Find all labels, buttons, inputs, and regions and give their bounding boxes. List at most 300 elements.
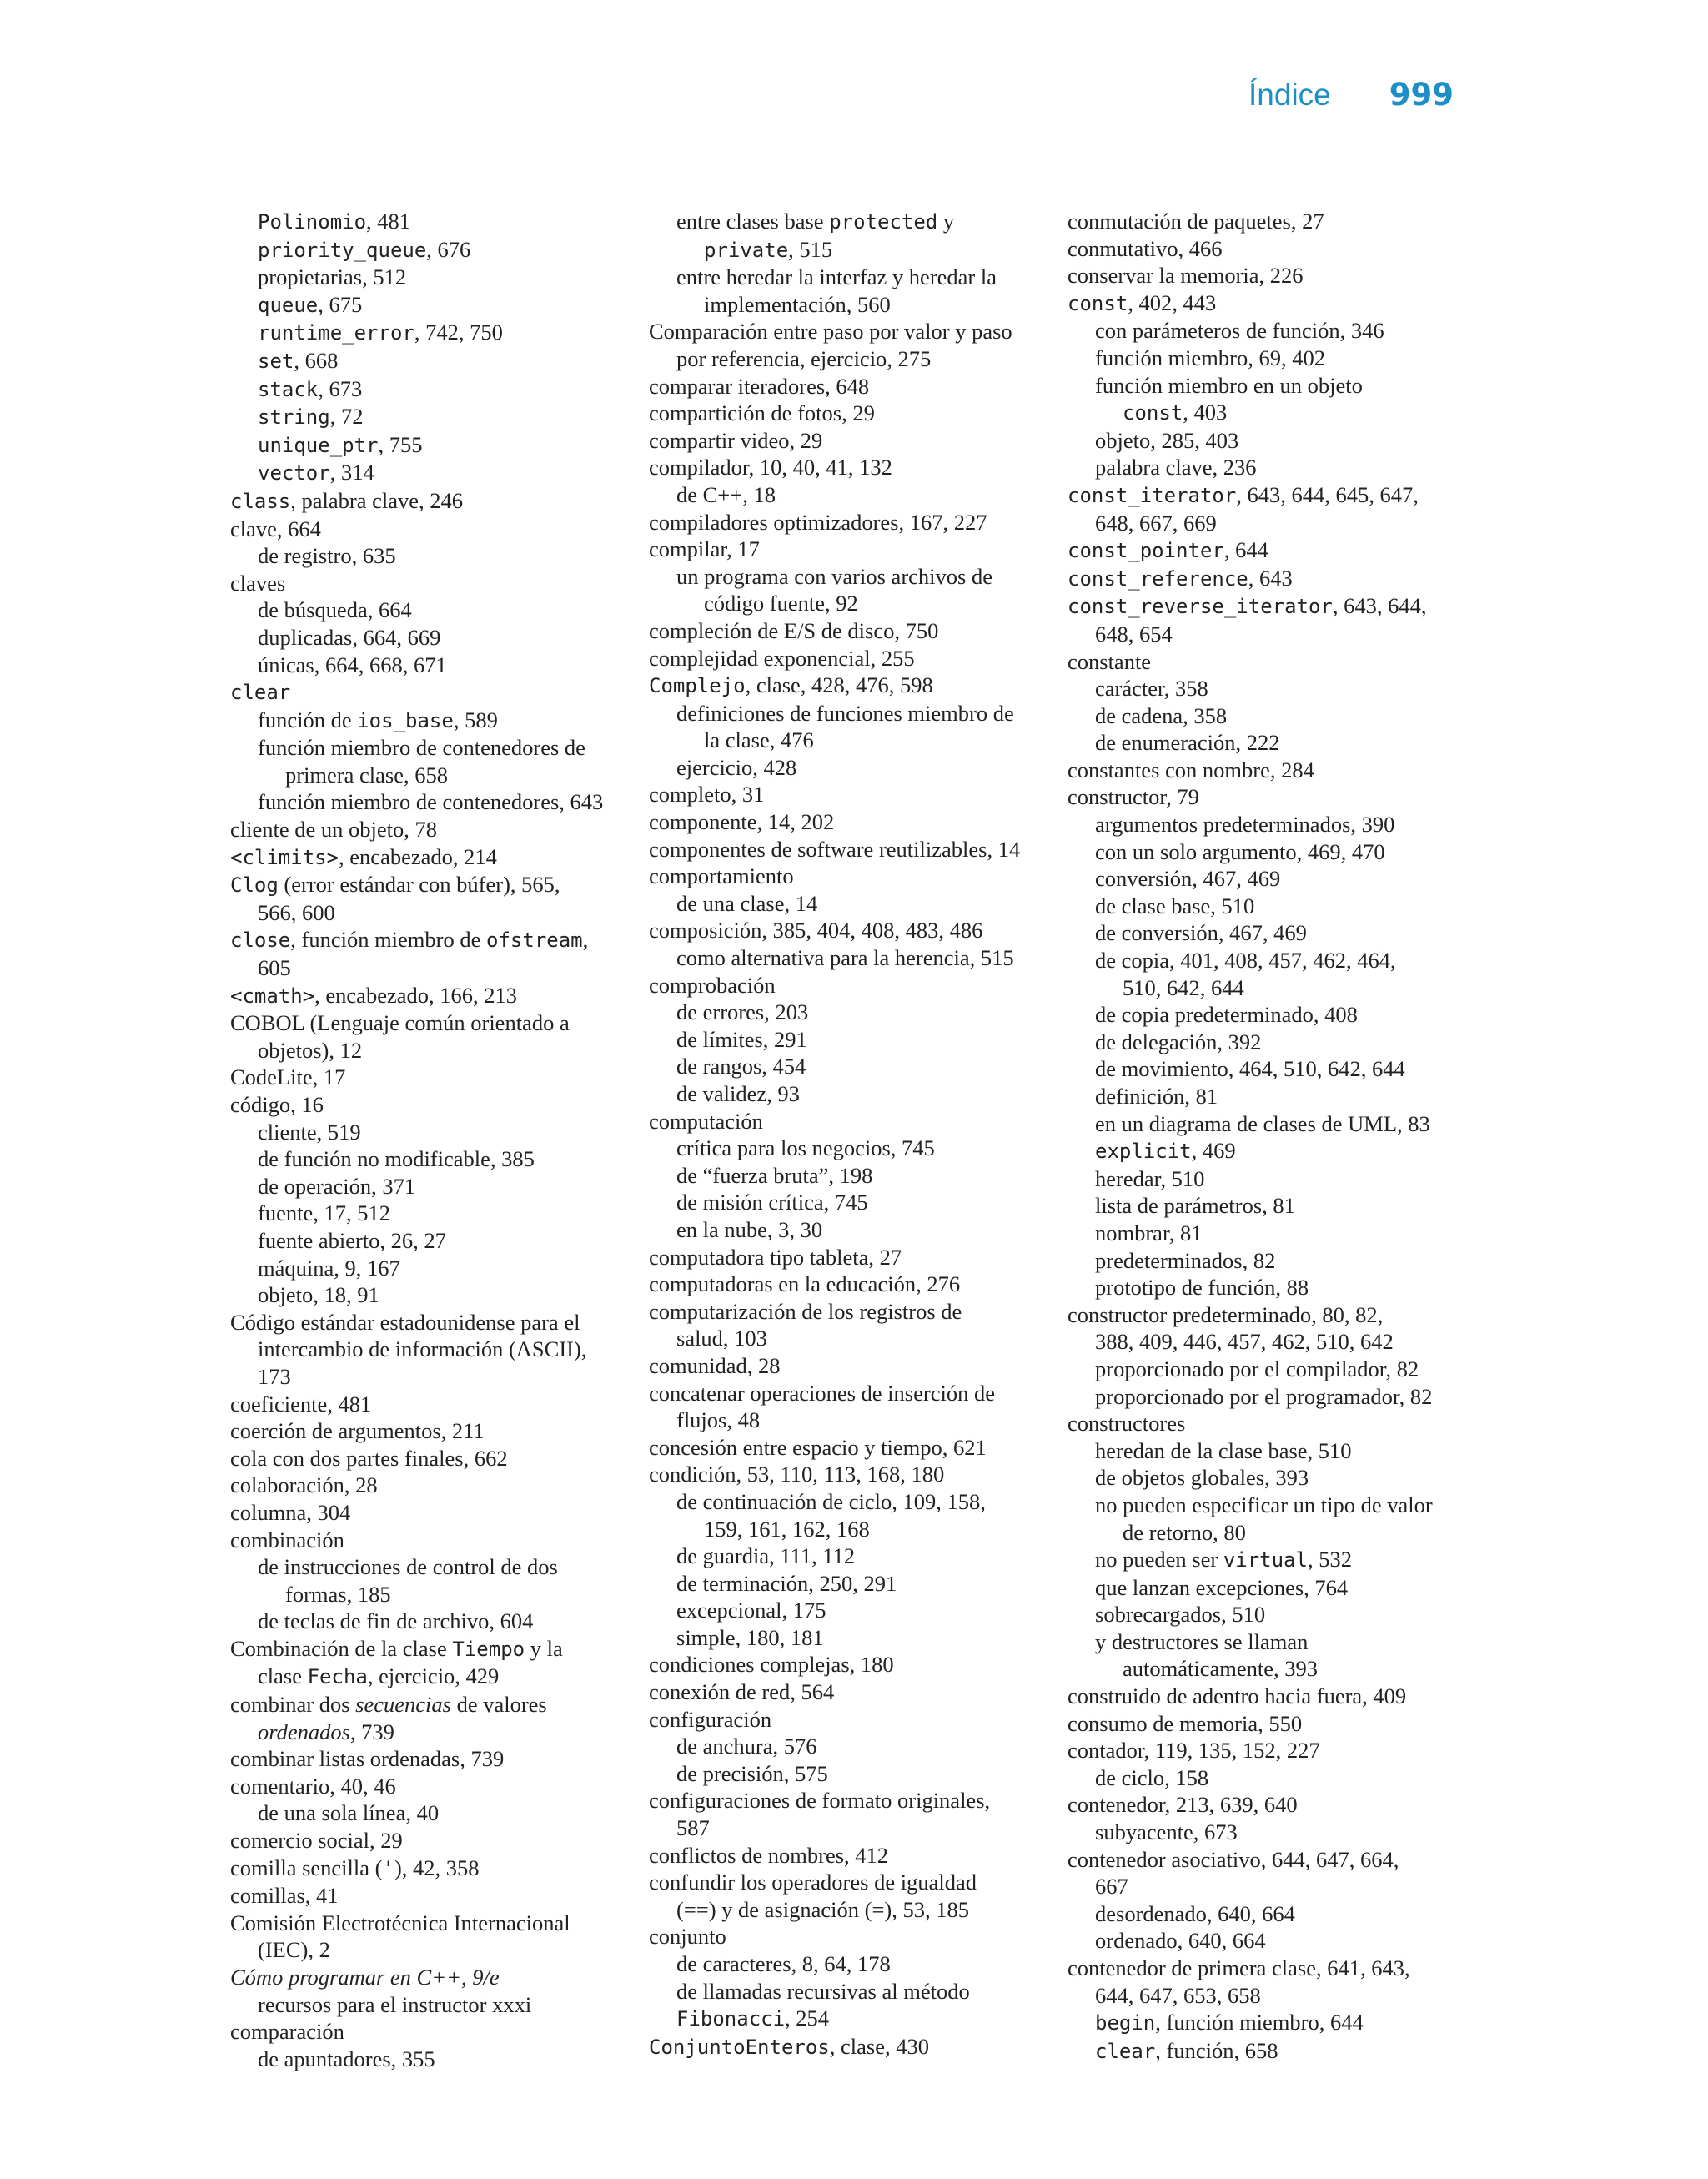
index-entry xyxy=(1068,1410,1480,1437)
entry-text: conexión de red, 564 xyxy=(649,1679,835,1705)
index-entry xyxy=(230,2018,643,2046)
entry-text: un programa con varios archivos de xyxy=(676,563,992,589)
entry-text: conversión, 467, 469 xyxy=(1095,866,1281,892)
index-entry xyxy=(230,1827,643,1854)
index-entry xyxy=(649,2005,1062,2033)
entry-code: ios_base xyxy=(357,708,454,732)
entry-text: proporcionado por el programador, 82 xyxy=(1095,1383,1433,1409)
entry-text: condiciones complejas, 180 xyxy=(649,1652,894,1678)
entry-text: de instrucciones de control de dos xyxy=(258,1554,558,1580)
index-entry xyxy=(230,459,643,487)
index-entry xyxy=(230,788,643,816)
entry-text: función miembro de contenedores, 643 xyxy=(258,789,604,815)
entry-text: de apuntadores, 355 xyxy=(258,2046,435,2071)
index-entry xyxy=(230,596,643,624)
index-entry xyxy=(230,1882,643,1910)
index-entry xyxy=(649,1271,1062,1298)
entry-text: de enumeración, 222 xyxy=(1095,730,1280,756)
entry-text: de ciclo, 158 xyxy=(1095,1764,1209,1790)
entry-text: 510, 642, 644 xyxy=(1123,974,1244,1000)
entry-text: compilar, 17 xyxy=(649,536,760,562)
entry-text: de misión crítica, 745 xyxy=(676,1190,868,1215)
index-entry xyxy=(1068,865,1480,893)
index-entry xyxy=(230,1472,643,1499)
entry-text: 605 xyxy=(258,955,291,981)
index-entry xyxy=(1068,893,1480,920)
entry-italic: Cómo programar en C++, 9/e xyxy=(230,1965,500,1990)
index-entry xyxy=(1068,208,1480,235)
index-entry xyxy=(1068,621,1480,648)
entry-text: por referencia, ejercicio, 275 xyxy=(676,345,932,371)
entry-text: de rangos, 454 xyxy=(676,1054,806,1079)
entry-text: de caracteres, 8, 64, 178 xyxy=(676,1951,891,1976)
entry-text: palabra clave, 236 xyxy=(1095,455,1257,481)
entry-text: cliente, 519 xyxy=(258,1119,361,1145)
index-entry xyxy=(1068,757,1480,784)
index-entry xyxy=(1068,1601,1480,1628)
entry-code: Complejo xyxy=(649,674,746,698)
index-entry xyxy=(649,836,1062,863)
index-entry xyxy=(1068,345,1480,372)
index-entry xyxy=(649,1760,1062,1788)
index-entry xyxy=(230,1854,643,1883)
entry-text: composición, 385, 404, 408, 483, 486 xyxy=(649,918,983,944)
entry-text: , 72 xyxy=(329,404,364,430)
entry-code: private xyxy=(704,238,789,262)
index-entry xyxy=(230,926,643,954)
index-entry xyxy=(1068,783,1480,811)
index-entry xyxy=(1068,1628,1480,1656)
index-entry xyxy=(230,871,643,899)
index-entry xyxy=(649,264,1062,291)
entry-text: , ejercicio, 429 xyxy=(367,1663,500,1689)
entry-code: Fecha xyxy=(307,1665,368,1689)
entry-text: implementación, 560 xyxy=(704,291,891,317)
index-column-1 xyxy=(230,208,643,2072)
entry-text: función de xyxy=(258,707,358,732)
index-entry xyxy=(230,570,643,597)
entry-text: comprobación xyxy=(649,972,776,998)
index-entry xyxy=(649,1706,1062,1734)
entry-text: , 643, 644, 645, 647, xyxy=(1236,481,1419,507)
entry-text: que lanzan excepciones, 764 xyxy=(1095,1574,1349,1600)
entry-code: ofstream xyxy=(486,928,583,953)
entry-text: definiciones de funciones miembro de xyxy=(676,700,1014,726)
index-entry xyxy=(649,2033,1062,2061)
entry-text: excepcional, 175 xyxy=(676,1598,826,1623)
index-entry xyxy=(230,652,643,679)
index-entry xyxy=(1068,1655,1480,1683)
index-entry xyxy=(649,590,1062,617)
index-entry xyxy=(1068,1137,1480,1165)
entry-text: de teclas de fin de archivo, 604 xyxy=(258,1608,534,1634)
entry-text: (IEC), 2 xyxy=(258,1937,330,1963)
entry-text: de copia, 401, 408, 457, 462, 464, xyxy=(1095,948,1396,974)
entry-text: , 254 xyxy=(785,2005,830,2031)
index-entry xyxy=(649,1516,1062,1543)
entry-text: constantes con nombre, 284 xyxy=(1068,757,1314,783)
entry-code: unique_ptr xyxy=(258,433,379,457)
entry-text: argumentos predeterminados, 390 xyxy=(1095,812,1395,838)
entry-text: CodeLite, 17 xyxy=(230,1064,346,1090)
entry-text: de anchura, 576 xyxy=(676,1734,817,1759)
index-entry xyxy=(230,1255,643,1282)
index-entry xyxy=(230,1173,643,1200)
entry-text: 667 xyxy=(1095,1874,1128,1900)
entry-text: fuente, 17, 512 xyxy=(258,1200,390,1226)
index-entry xyxy=(649,944,1062,972)
index-entry xyxy=(649,700,1062,727)
index-entry xyxy=(649,563,1062,591)
entry-text: de validez, 93 xyxy=(676,1081,800,1106)
entry-text: de movimiento, 464, 510, 642, 644 xyxy=(1095,1056,1405,1082)
entry-text: conflictos de nombres, 412 xyxy=(649,1842,889,1868)
index-entry xyxy=(230,1200,643,1227)
index-entry xyxy=(1068,2037,1480,2066)
entry-text: únicas, 664, 668, 671 xyxy=(258,652,447,677)
index-entry xyxy=(1068,1110,1480,1138)
index-entry xyxy=(1068,675,1480,702)
entry-text: , 742, 750 xyxy=(414,320,503,345)
index-entry xyxy=(649,1978,1062,2005)
entry-text: , encabezado, 214 xyxy=(339,843,497,869)
index-entry xyxy=(1068,481,1480,510)
index-entry xyxy=(230,982,643,1010)
entry-text: combinar listas ordenadas, 739 xyxy=(230,1746,505,1772)
entry-text: y la xyxy=(525,1635,563,1661)
index-entry xyxy=(1068,1083,1480,1110)
entry-code: <climits> xyxy=(230,845,339,869)
index-entry xyxy=(1068,1464,1480,1492)
index-entry xyxy=(649,318,1062,345)
index-entry xyxy=(230,264,643,291)
index-entry xyxy=(230,1037,643,1064)
index-entry xyxy=(230,319,643,347)
index-entry xyxy=(1068,838,1480,866)
index-entry xyxy=(1068,235,1480,263)
index-entry xyxy=(649,1542,1062,1570)
index-entry xyxy=(649,972,1062,999)
entry-text: de precisión, 575 xyxy=(676,1760,828,1786)
index-entry xyxy=(230,816,643,843)
entry-text: , 675 xyxy=(318,291,363,317)
entry-text: predeterminados, 82 xyxy=(1095,1247,1276,1273)
index-entry xyxy=(230,1227,643,1255)
index-entry xyxy=(649,208,1062,236)
entry-text: 566, 600 xyxy=(258,899,335,925)
entry-text: , función miembro de xyxy=(290,927,487,953)
index-entry xyxy=(649,754,1062,782)
entry-text: constructor, 79 xyxy=(1068,784,1199,810)
index-entry xyxy=(1068,1764,1480,1792)
index-entry xyxy=(230,1064,643,1091)
index-entry xyxy=(649,917,1062,944)
entry-code: close xyxy=(230,928,291,953)
index-entry xyxy=(230,1417,643,1445)
entry-text: , 755 xyxy=(378,431,423,457)
entry-code: stack xyxy=(258,377,319,401)
index-entry xyxy=(230,899,643,927)
index-entry xyxy=(649,808,1062,836)
running-header xyxy=(1248,77,1454,113)
entry-text: completo, 31 xyxy=(649,782,765,808)
index-entry xyxy=(230,1336,643,1363)
index-entry xyxy=(649,1189,1062,1216)
entry-text: flujos, 48 xyxy=(676,1407,761,1433)
entry-text: objeto, 285, 403 xyxy=(1095,427,1239,453)
entry-text: , xyxy=(582,927,589,953)
entry-text: recursos para el instructor xxxi xyxy=(258,1991,532,2017)
index-entry xyxy=(230,624,643,652)
index-entry xyxy=(1068,1274,1480,1301)
entry-text: conjunto xyxy=(649,1924,726,1950)
index-entry xyxy=(1068,1574,1480,1602)
entry-text: y xyxy=(937,209,955,234)
index-entry xyxy=(1068,1873,1480,1900)
entry-text: máquina, 9, 167 xyxy=(258,1255,400,1281)
index-entry xyxy=(1068,1900,1480,1928)
index-entry xyxy=(230,1773,643,1800)
entry-text: , 676 xyxy=(426,236,471,262)
entry-text: condición, 53, 110, 113, 168, 180 xyxy=(649,1462,945,1487)
index-entry xyxy=(230,1553,643,1581)
index-entry xyxy=(230,678,643,707)
index-entry xyxy=(230,1309,643,1336)
entry-text: , 314 xyxy=(329,460,374,486)
index-entry xyxy=(649,1950,1062,1978)
entry-text: comentario, 40, 46 xyxy=(230,1773,396,1799)
entry-text: 648, 654 xyxy=(1095,621,1173,647)
entry-text: formas, 185 xyxy=(285,1581,391,1607)
entry-text: , función miembro, 644 xyxy=(1155,2010,1364,2036)
entry-text: de conversión, 467, 469 xyxy=(1095,920,1307,946)
entry-text: , 402, 443 xyxy=(1128,289,1217,315)
entry-text: clave, 664 xyxy=(230,516,321,541)
entry-text: definición, 81 xyxy=(1095,1084,1218,1109)
index-entry xyxy=(230,1527,643,1554)
index-entry xyxy=(230,1745,643,1773)
index-entry xyxy=(649,1352,1062,1380)
entry-text: simple, 180, 181 xyxy=(676,1624,824,1650)
index-entry xyxy=(1068,536,1480,565)
entry-code: runtime_error xyxy=(258,321,414,345)
entry-text: (==) y de asignación (=), 53, 185 xyxy=(676,1896,969,1922)
entry-text: de cadena, 358 xyxy=(1095,702,1228,728)
index-entry xyxy=(1068,1982,1480,2010)
entry-text: lista de parámetros, 81 xyxy=(1095,1193,1295,1219)
entry-text: , 643, 644, xyxy=(1332,593,1427,619)
index-entry xyxy=(1068,1220,1480,1247)
entry-text: coeficiente, 481 xyxy=(230,1391,372,1417)
entry-text: de operación, 371 xyxy=(258,1173,416,1199)
index-entry xyxy=(649,645,1062,672)
entry-code: const_reverse_iterator xyxy=(1068,595,1333,619)
index-column-2 xyxy=(649,208,1062,2061)
entry-text: , clase, 430 xyxy=(829,2033,929,2059)
entry-code: const_pointer xyxy=(1068,539,1224,563)
index-entry xyxy=(649,1108,1062,1135)
index-entry xyxy=(1068,1328,1480,1356)
index-entry xyxy=(230,1445,643,1472)
index-entry xyxy=(1068,1055,1480,1083)
entry-text: COBOL (Lenguaje común orientado a xyxy=(230,1010,570,1036)
entry-code: set xyxy=(258,349,294,373)
entry-text: confundir los operadores de igualdad xyxy=(649,1870,977,1895)
entry-text: configuraciones de formato originales, xyxy=(649,1788,991,1814)
entry-code: const xyxy=(1123,401,1183,425)
entry-text: , encabezado, 166, 213 xyxy=(314,982,517,1008)
entry-code: <cmath> xyxy=(230,984,315,1008)
entry-text: , 532 xyxy=(1307,1547,1352,1573)
entry-text: constructor predeterminado, 80, 82, xyxy=(1068,1301,1384,1327)
entry-text: subyacente, 673 xyxy=(1095,1819,1238,1845)
index-entry xyxy=(1068,1737,1480,1764)
index-entry xyxy=(649,1896,1062,1924)
entry-text: no pueden especificar un tipo de valor xyxy=(1095,1492,1433,1517)
index-column-3 xyxy=(1068,208,1480,2065)
index-entry xyxy=(649,1380,1062,1407)
entry-text: de valores xyxy=(450,1692,547,1718)
entry-text: de una sola línea, 40 xyxy=(258,1800,440,1826)
entry-text: compleción de E/S de disco, 750 xyxy=(649,617,939,643)
entry-text: prototipo de función, 88 xyxy=(1095,1275,1309,1301)
entry-text: en la nube, 3, 30 xyxy=(676,1216,823,1242)
entry-text: función miembro en un objeto xyxy=(1095,372,1363,398)
entry-text: de delegación, 392 xyxy=(1095,1029,1262,1054)
index-entry xyxy=(649,890,1062,918)
index-entry xyxy=(649,672,1062,700)
index-entry xyxy=(230,291,643,320)
entry-code: vector xyxy=(258,461,330,486)
entry-code: explicit xyxy=(1095,1140,1192,1164)
index-entry xyxy=(230,1581,643,1608)
index-entry xyxy=(649,1407,1062,1434)
entry-text: conservar la memoria, 226 xyxy=(1068,263,1304,289)
index-entry xyxy=(230,954,643,982)
entry-text: y destructores se llaman xyxy=(1095,1628,1309,1654)
entry-text: clase xyxy=(258,1663,308,1689)
entry-text: crítica para los negocios, 745 xyxy=(676,1135,935,1161)
entry-text: 388, 409, 446, 457, 462, 510, 642 xyxy=(1095,1329,1394,1355)
entry-text: configuración xyxy=(649,1706,772,1732)
index-entry xyxy=(649,345,1062,373)
entry-text: , 515 xyxy=(788,236,833,262)
entry-text: código, 16 xyxy=(230,1092,324,1117)
entry-text: proporcionado por el compilador, 82 xyxy=(1095,1356,1419,1381)
entry-text: contador, 119, 135, 152, 227 xyxy=(1068,1738,1320,1764)
entry-text: primera clase, 658 xyxy=(285,762,448,788)
entry-text: colaboración, 28 xyxy=(230,1472,378,1498)
entry-text: nombrar, 81 xyxy=(1095,1220,1203,1246)
index-entry xyxy=(649,509,1062,536)
entry-text: 587 xyxy=(676,1815,710,1841)
entry-text: entre clases base xyxy=(676,209,830,234)
entry-text: comercio social, 29 xyxy=(230,1828,403,1854)
index-entry xyxy=(230,1119,643,1146)
entry-text: función miembro, 69, 402 xyxy=(1095,345,1325,370)
entry-code: Tiempo xyxy=(452,1637,525,1661)
index-entry xyxy=(1068,317,1480,345)
index-entry xyxy=(649,1488,1062,1516)
index-entry xyxy=(649,999,1062,1026)
index-entry xyxy=(230,734,643,762)
index-entry xyxy=(1068,372,1480,400)
index-entry xyxy=(649,1080,1062,1108)
entry-text: complejidad exponencial, 255 xyxy=(649,645,915,671)
entry-text: constante xyxy=(1068,648,1152,674)
index-entry xyxy=(649,1325,1062,1352)
index-entry xyxy=(1068,1192,1480,1220)
index-entry xyxy=(649,1651,1062,1678)
entry-text: en un diagrama de clases de UML, 83 xyxy=(1095,1110,1430,1136)
entry-text: computadoras en la educación, 276 xyxy=(649,1271,961,1297)
index-entry xyxy=(1068,1356,1480,1383)
index-entry xyxy=(230,1091,643,1119)
entry-text: automáticamente, 393 xyxy=(1123,1656,1318,1682)
entry-text: de C++, 18 xyxy=(676,481,776,507)
entry-text: intercambio de información (ASCII), xyxy=(258,1336,587,1362)
index-entry xyxy=(230,487,643,516)
entry-text: heredan de la clase base, 510 xyxy=(1095,1437,1352,1463)
index-entry xyxy=(1068,454,1480,481)
entry-text: construido de adentro hacia fuera, 409 xyxy=(1068,1683,1407,1709)
entry-text: compartición de fotos, 29 xyxy=(649,400,875,426)
index-entry xyxy=(649,427,1062,455)
entry-text: de una clase, 14 xyxy=(676,890,818,916)
entry-text: computadora tipo tableta, 27 xyxy=(649,1244,902,1270)
entry-text: , clase, 428, 476, 598 xyxy=(745,672,933,698)
index-entry xyxy=(649,1869,1062,1896)
index-entry xyxy=(230,1363,643,1391)
entry-code: clear xyxy=(1095,2039,1156,2063)
index-entry xyxy=(1068,1301,1480,1329)
index-entry xyxy=(649,481,1062,509)
entry-text: de función no modificable, 385 xyxy=(258,1146,535,1172)
index-entry xyxy=(649,781,1062,808)
entry-text: duplicadas, 664, 669 xyxy=(258,624,441,650)
entry-text: comparación xyxy=(230,2019,344,2045)
index-entry xyxy=(649,1624,1062,1652)
index-entry xyxy=(649,1842,1062,1870)
entry-code: clear xyxy=(230,681,291,705)
entry-text: compilador, 10, 40, 41, 132 xyxy=(649,455,892,481)
index-entry xyxy=(1068,1029,1480,1056)
index-entry xyxy=(649,1597,1062,1624)
entry-text: la clase, 476 xyxy=(704,727,814,753)
index-entry xyxy=(649,727,1062,754)
index-entry xyxy=(649,1570,1062,1598)
entry-text: , 403 xyxy=(1183,400,1228,425)
index-entry xyxy=(1068,1492,1480,1519)
index-entry xyxy=(230,1799,643,1827)
index-entry xyxy=(649,1434,1062,1462)
entry-text: Comisión Electrotécnica Internacional xyxy=(230,1910,570,1935)
index-entry xyxy=(1068,1927,1480,1955)
entry-text: ejercicio, 428 xyxy=(676,754,797,780)
entry-code: Polinomio xyxy=(258,210,367,234)
index-entry xyxy=(230,1910,643,1937)
index-entry xyxy=(230,1608,643,1635)
entry-text: función miembro de contenedores de xyxy=(258,735,585,761)
entry-text: entre heredar la interfaz y heredar la xyxy=(676,264,997,290)
index-entry xyxy=(230,1663,643,1691)
entry-text: componente, 14, 202 xyxy=(649,809,835,835)
entry-text: compiladores optimizadores, 167, 227 xyxy=(649,509,987,535)
entry-text: concatenar operaciones de inserción de xyxy=(649,1380,995,1406)
index-entry xyxy=(230,236,643,264)
entry-text: objetos), 12 xyxy=(258,1037,363,1063)
entry-text: , 739 xyxy=(349,1719,394,1744)
